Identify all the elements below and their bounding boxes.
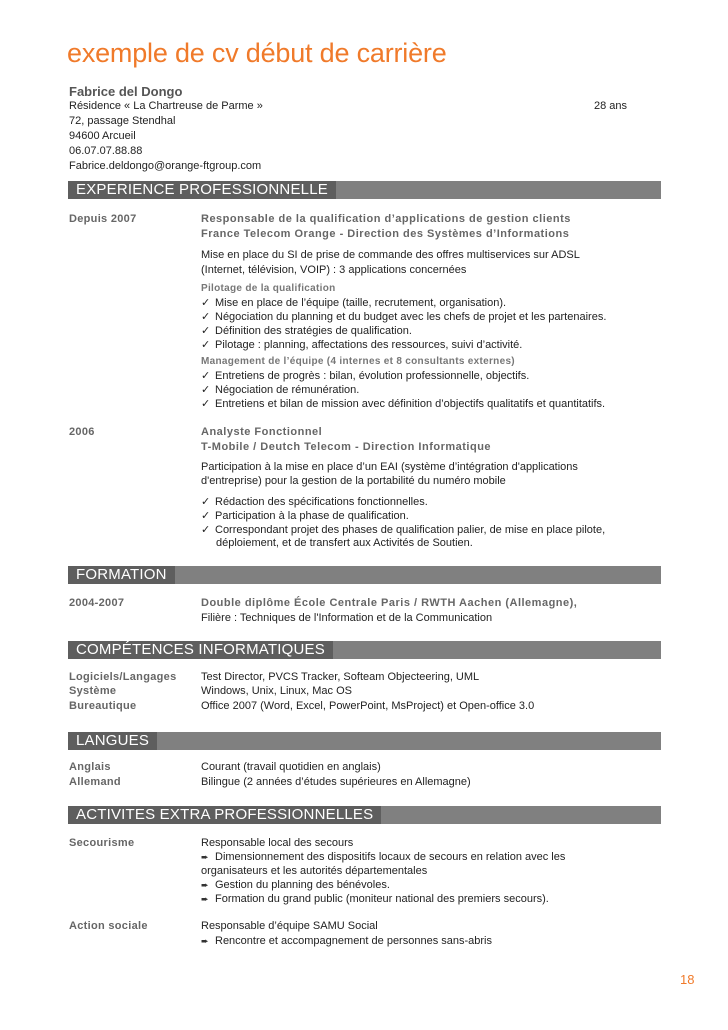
- page-title: exemple de cv début de carrière: [67, 38, 447, 68]
- list-item: ➨ Formation du grand public (moniteur national des premiers secours).: [201, 893, 549, 905]
- checkmark-icon: ✓: [201, 339, 211, 351]
- job1-subheading-management: Management de l’équipe (4 internes et 8 consultants externes): [201, 356, 515, 367]
- list-item: ✓ Participation à la phase de qualification.: [201, 510, 409, 522]
- job2-company: T-Mobile / Deutch Telecom - Direction Informatique: [201, 441, 492, 453]
- address-line-1: Résidence « La Chartreuse de Parme »: [69, 100, 263, 112]
- list-item: ➨ Rencontre et accompagnement de personnes sans-abris: [201, 935, 492, 947]
- section-title-competences: COMPÉTENCES INFORMATIQUES: [68, 641, 333, 659]
- language-label: Allemand: [69, 776, 121, 788]
- job1-subheading-pilotage: Pilotage de la qualification: [201, 283, 336, 294]
- list-item: ✓ Pilotage : planning, affectations des ressources, suivi d’activité.: [201, 339, 523, 351]
- email: Fabrice.deldongo@orange-ftgroup.com: [69, 160, 262, 172]
- competence-label: Logiciels/Langages: [69, 671, 177, 683]
- job2-desc-line1: Participation à la mise en place d’un EAI (système d’intégration d'applications: [201, 461, 578, 473]
- list-item: ✓ Définition des stratégies de qualification.: [201, 325, 412, 337]
- list-item: ✓ Mise en place de l’équipe (taille, recrutement, organisation).: [201, 297, 507, 309]
- competence-label: Système: [69, 685, 117, 697]
- section-title-formation: FORMATION: [68, 566, 175, 584]
- checkmark-icon: ✓: [201, 370, 211, 382]
- checkmark-icon: ✓: [201, 297, 211, 309]
- list-item-continuation: déploiement, et de transfert aux Activités de Soutien.: [216, 537, 473, 549]
- checkmark-icon: ✓: [201, 510, 211, 522]
- list-item: ✓ Entretiens de progrès : bilan, évolution professionnelle, objectifs.: [201, 370, 530, 382]
- arrow-bullet-icon: ➨: [201, 852, 209, 862]
- page-number: 18: [680, 972, 695, 987]
- job1-desc-line1: Mise en place du SI de prise de commande des offres multiservices sur ADSL: [201, 249, 580, 261]
- arrow-bullet-icon: ➨: [201, 880, 209, 890]
- section-title-activites: ACTIVITES EXTRA PROFESSIONNELLES: [68, 806, 381, 824]
- language-label: Anglais: [69, 761, 111, 773]
- person-name: Fabrice del Dongo: [69, 84, 183, 99]
- competence-value: Office 2007 (Word, Excel, PowerPoint, MsProject) et Open-office 3.0: [201, 700, 535, 712]
- activity-label-secourisme: Secourisme: [69, 837, 135, 849]
- job1-desc-line2: (Internet, télévision, VOIP) : 3 applications concernées: [201, 264, 467, 276]
- competence-value: Windows, Unix, Linux, Mac OS: [201, 685, 352, 697]
- list-item: ✓ Rédaction des spécifications fonctionnelles.: [201, 496, 428, 508]
- formation-detail: Filière : Techniques de l'Information et de la Communication: [201, 612, 493, 624]
- list-item: ✓ Correspondant projet des phases de qualification palier, de mise en place pilote,: [201, 524, 606, 536]
- phone: 06.07.07.88.88: [69, 145, 143, 157]
- list-item: ✓ Négociation du planning et du budget avec les chefs de projet et les partenaires.: [201, 311, 607, 323]
- language-value: Bilingue (2 années d’études supérieures en Allemagne): [201, 776, 471, 788]
- job1-date: Depuis 2007: [69, 213, 137, 225]
- activity-label-action: Action sociale: [69, 920, 148, 932]
- list-item: ✓ Entretiens et bilan de mission avec définition d’objectifs qualitatifs et quantitatifs.: [201, 398, 606, 410]
- section-bar-competences: [68, 641, 661, 659]
- list-item-continuation: organisateurs et les autorités départementales: [201, 865, 428, 877]
- job1-company: France Telecom Orange - Direction des Systèmes d’Informations: [201, 228, 570, 240]
- formation-date: 2004-2007: [69, 597, 125, 609]
- competence-label: Bureautique: [69, 700, 137, 712]
- list-item: ✓ Négociation de rémunération.: [201, 384, 360, 396]
- age: 28 ans: [594, 100, 628, 112]
- list-item: ➨ Dimensionnement des dispositifs locaux de secours en relation avec les: [201, 851, 566, 863]
- list-item: ➨ Gestion du planning des bénévoles.: [201, 879, 390, 891]
- section-bar-formation: [68, 566, 661, 584]
- checkmark-icon: ✓: [201, 311, 211, 323]
- section-title-experience: EXPERIENCE PROFESSIONNELLE: [68, 181, 336, 199]
- checkmark-icon: ✓: [201, 384, 211, 396]
- job2-date: 2006: [69, 426, 95, 438]
- checkmark-icon: ✓: [201, 325, 211, 337]
- checkmark-icon: ✓: [201, 524, 211, 536]
- competence-value: Test Director, PVCS Tracker, Softeam Objecteering, UML: [201, 671, 480, 683]
- address-line-2: 72, passage Stendhal: [69, 115, 176, 127]
- job2-desc-line2: d'entreprise) pour la gestion de la portabilité du numéro mobile: [201, 475, 506, 487]
- section-bar-experience: [68, 181, 661, 199]
- section-bar-activites: [68, 806, 661, 824]
- checkmark-icon: ✓: [201, 496, 211, 508]
- checkmark-icon: ✓: [201, 398, 211, 410]
- activity-role-secourisme: Responsable local des secours: [201, 837, 354, 849]
- job1-title: Responsable de la qualification d’applications de gestion clients: [201, 213, 571, 225]
- arrow-bullet-icon: ➨: [201, 936, 209, 946]
- activity-role-action: Responsable d’équipe SAMU Social: [201, 920, 378, 932]
- section-bar-langues: [68, 732, 661, 750]
- formation-title: Double diplôme École Centrale Paris / RWTH Aachen (Allemagne),: [201, 597, 578, 609]
- section-title-langues: LANGUES: [68, 732, 157, 750]
- job2-title: Analyste Fonctionnel: [201, 426, 323, 438]
- city: 94600 Arcueil: [69, 130, 136, 142]
- arrow-bullet-icon: ➨: [201, 894, 209, 904]
- language-value: Courant (travail quotidien en anglais): [201, 761, 381, 773]
